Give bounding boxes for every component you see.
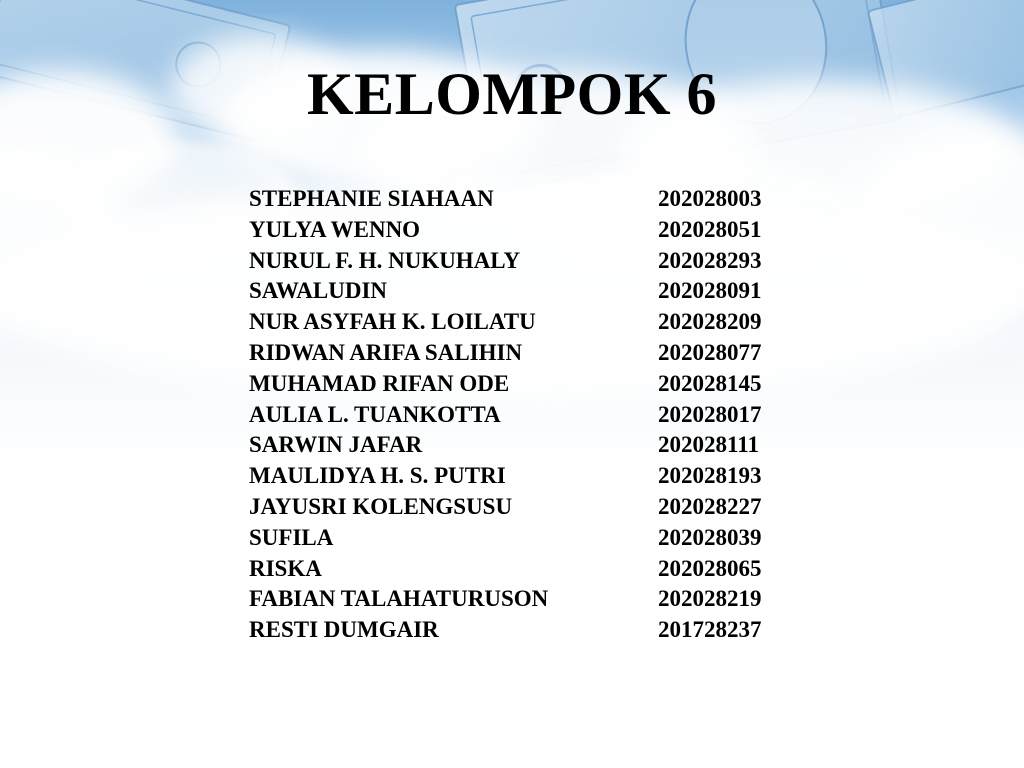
member-row — [249, 615, 789, 646]
member-name: RESTI DUMGAIR — [249, 617, 439, 643]
member-name: AULIA L. TUANKOTTA — [249, 401, 501, 427]
member-id: 202028227 — [658, 493, 762, 519]
member-row — [249, 461, 789, 492]
member-row — [249, 400, 789, 431]
member-name: JAYUSRI KOLENGSUSU — [249, 493, 513, 519]
member-name: STEPHANIE SIAHAAN — [249, 186, 494, 211]
member-row — [249, 584, 789, 615]
member-row — [249, 369, 789, 400]
member-name: SUFILA — [249, 524, 334, 550]
member-row — [249, 338, 789, 369]
member-list — [249, 184, 789, 646]
member-row — [249, 307, 789, 338]
member-row — [249, 523, 789, 554]
member-row — [249, 276, 789, 307]
member-row — [249, 215, 789, 246]
member-name: MUHAMAD RIFAN ODE — [249, 370, 510, 396]
member-id: 202028065 — [658, 555, 762, 581]
member-name: SAWALUDIN — [249, 278, 388, 304]
member-name: RIDWAN ARIFA SALIHIN — [249, 339, 523, 365]
member-id: 202028039 — [658, 524, 762, 550]
member-id: 202028209 — [658, 309, 762, 335]
member-id: 202028003 — [658, 186, 762, 211]
member-row — [249, 246, 789, 277]
member-row — [249, 554, 789, 585]
member-name: SARWIN JAFAR — [249, 432, 423, 458]
member-name: MAULIDYA H. S. PUTRI — [249, 463, 506, 489]
member-id: 202028193 — [658, 463, 762, 489]
member-row — [249, 184, 789, 215]
member-id: 202028051 — [658, 216, 762, 242]
member-id: 201728237 — [658, 617, 762, 643]
member-name: NURUL F. H. NUKUHALY — [249, 247, 521, 273]
member-row — [249, 492, 789, 523]
member-id: 202028145 — [658, 370, 762, 396]
member-row — [249, 430, 789, 461]
member-id: 202028017 — [658, 401, 762, 427]
member-id: 202028077 — [658, 339, 762, 365]
slide-title: KELOMPOK 6 — [307, 61, 717, 127]
member-id: 202028219 — [658, 586, 762, 612]
member-id: 202028293 — [658, 247, 762, 273]
member-name: RISKA — [249, 555, 322, 581]
member-name: NUR ASYFAH K. LOILATU — [249, 309, 536, 335]
member-name: YULYA WENNO — [249, 216, 421, 242]
member-name: FABIAN TALAHATURUSON — [249, 586, 549, 612]
member-id: 202028111 — [658, 432, 759, 458]
member-id: 202028091 — [658, 278, 762, 304]
